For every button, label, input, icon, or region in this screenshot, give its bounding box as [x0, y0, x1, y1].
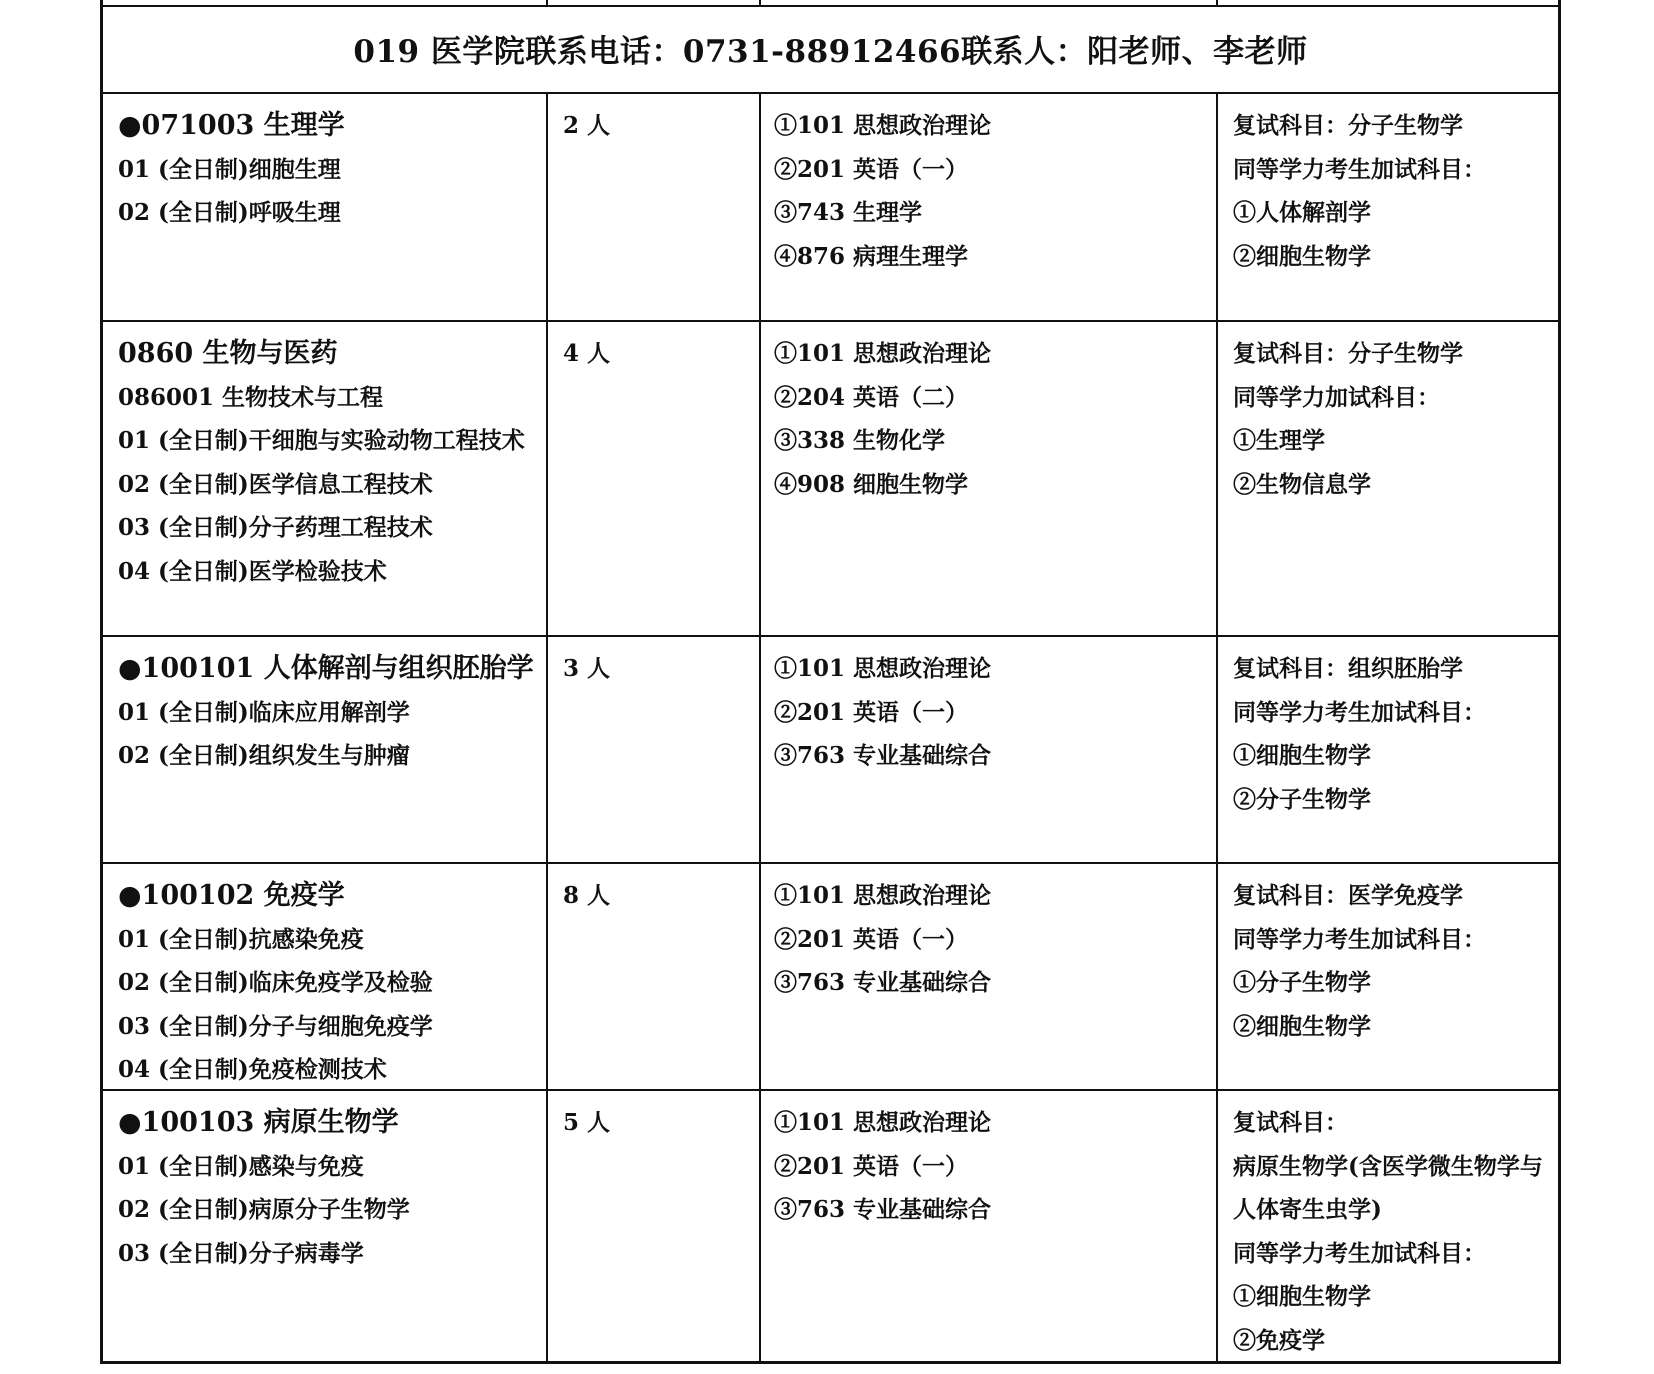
enrollment-cell	[546, 864, 759, 1089]
research-direction: 01 (全日制)抗感染免疫	[118, 925, 364, 953]
note-line: 同等学力加试科目：	[1233, 383, 1440, 411]
table-row	[103, 322, 1558, 637]
major-title: 0860 生物与医药	[118, 338, 338, 369]
enrollment-cell	[546, 1091, 759, 1361]
note-line: ①人体解剖学	[1233, 199, 1371, 226]
note-line: 复试科目：分子生物学	[1233, 112, 1463, 139]
exam-subjects-cell	[759, 94, 1216, 320]
note-line: 复试科目：分子生物学	[1233, 340, 1463, 367]
notes-cell	[1216, 1091, 1558, 1361]
exam-subject: ③763 专业基础综合	[774, 1196, 992, 1223]
note-line: 复试科目：组织胚胎学	[1233, 655, 1463, 682]
enrollment-count: 4 人	[563, 340, 611, 367]
research-direction: 02 (全日制)病原分子生物学	[118, 1196, 410, 1223]
table-row	[103, 864, 1558, 1091]
note-line: ②细胞生物学	[1233, 1012, 1371, 1040]
exam-subjects-cell	[759, 1091, 1216, 1361]
admission-table	[100, 0, 1561, 1364]
research-direction: 04 (全日制)医学检验技术	[118, 557, 387, 585]
enrollment-cell	[546, 637, 759, 862]
research-direction: 03 (全日制)分子病毒学	[118, 1239, 364, 1267]
note-line: 同等学力考生加试科目：	[1233, 698, 1486, 726]
enrollment-count: 5 人	[563, 1109, 611, 1136]
research-direction: 03 (全日制)分子药理工程技术	[118, 514, 433, 541]
exam-subject: ②201 英语（一）	[774, 155, 969, 183]
exam-subject: ②201 英语（一）	[774, 698, 969, 726]
department-header	[103, 5, 1558, 94]
enrollment-cell	[546, 94, 759, 320]
exam-subject: ③743 生理学	[774, 199, 923, 226]
contact-person: 联系人：阳老师、李老师	[961, 34, 1308, 70]
exam-subject: ①101 思想政治理论	[774, 112, 992, 139]
table-row	[103, 1091, 1558, 1361]
major-cell	[103, 1091, 546, 1361]
research-direction: 02 (全日制)医学信息工程技术	[118, 470, 433, 498]
exam-subject: ②201 英语（一）	[774, 1152, 969, 1180]
note-line: 病原生物学(含医学微生物学与人体寄生虫学)	[1233, 1152, 1543, 1223]
major-cell	[103, 322, 546, 635]
major-title: ●100102 免疫学	[118, 880, 345, 911]
research-direction: 01 (全日制)感染与免疫	[118, 1152, 364, 1180]
note-line: 同等学力考生加试科目：	[1233, 925, 1486, 953]
note-line: ①分子生物学	[1233, 969, 1371, 996]
research-direction: 01 (全日制)细胞生理	[118, 155, 341, 183]
research-direction: 02 (全日制)组织发生与肿瘤	[118, 742, 410, 769]
note-line: ①细胞生物学	[1233, 742, 1371, 769]
research-direction: 04 (全日制)免疫检测技术	[118, 1056, 387, 1083]
note-line: ②细胞生物学	[1233, 242, 1371, 270]
exam-subject: ③763 专业基础综合	[774, 969, 992, 996]
exam-subject: ②204 英语（二）	[774, 383, 969, 411]
note-line: 复试科目：医学免疫学	[1233, 882, 1463, 909]
major-cell	[103, 94, 546, 320]
research-direction: 02 (全日制)临床免疫学及检验	[118, 969, 433, 996]
table-row	[103, 637, 1558, 864]
exam-subject: ①101 思想政治理论	[774, 655, 992, 682]
major-title: ●100101 人体解剖与组织胚胎学	[118, 653, 534, 684]
note-line: ①细胞生物学	[1233, 1283, 1371, 1310]
table-row	[103, 94, 1558, 322]
major-title: ●100103 病原生物学	[118, 1107, 399, 1138]
major-cell	[103, 864, 546, 1089]
exam-subjects-cell	[759, 864, 1216, 1089]
contact-phone: 联系电话：0731-88912466	[525, 34, 962, 70]
exam-subject: ②201 英语（一）	[774, 925, 969, 953]
research-direction: 02 (全日制)呼吸生理	[118, 199, 341, 226]
enrollment-count: 3 人	[563, 655, 611, 682]
research-direction: 03 (全日制)分子与细胞免疫学	[118, 1012, 433, 1040]
exam-subjects-cell	[759, 322, 1216, 635]
note-line: ②分子生物学	[1233, 785, 1371, 813]
exam-subjects-cell	[759, 637, 1216, 862]
note-line: ②生物信息学	[1233, 470, 1371, 498]
enrollment-cell	[546, 322, 759, 635]
exam-subject: ④908 细胞生物学	[774, 470, 969, 498]
enrollment-count: 8 人	[563, 882, 611, 909]
major-subtitle: 086001 生物技术与工程	[118, 383, 384, 411]
note-line: ①生理学	[1233, 427, 1325, 454]
exam-subject: ①101 思想政治理论	[774, 340, 992, 367]
exam-subject: ①101 思想政治理论	[774, 1109, 992, 1136]
notes-cell	[1216, 637, 1558, 862]
note-line: ②免疫学	[1233, 1326, 1325, 1354]
note-line: 同等学力考生加试科目：	[1233, 155, 1486, 183]
exam-subject: ④876 病理生理学	[774, 242, 969, 270]
note-line: 同等学力考生加试科目：	[1233, 1239, 1486, 1267]
exam-subject: ①101 思想政治理论	[774, 882, 992, 909]
major-cell	[103, 637, 546, 862]
research-direction: 01 (全日制)干细胞与实验动物工程技术	[118, 427, 525, 454]
department-name: 019 医学院	[353, 34, 526, 70]
exam-subject: ③338 生物化学	[774, 427, 946, 454]
exam-subject: ③763 专业基础综合	[774, 742, 992, 769]
notes-cell	[1216, 322, 1558, 635]
research-direction: 01 (全日制)临床应用解剖学	[118, 698, 410, 726]
note-line: 复试科目：	[1233, 1109, 1348, 1136]
enrollment-count: 2 人	[563, 112, 611, 139]
major-title: ●071003 生理学	[118, 110, 345, 141]
notes-cell	[1216, 94, 1558, 320]
notes-cell	[1216, 864, 1558, 1089]
